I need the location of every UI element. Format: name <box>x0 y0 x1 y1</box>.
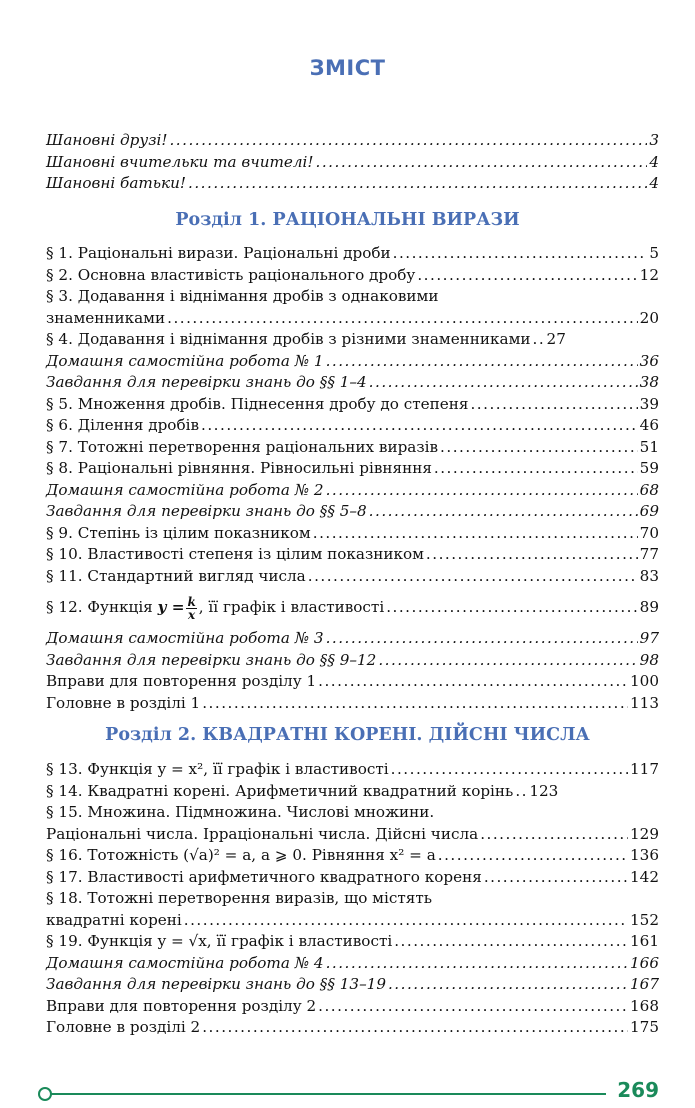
entry-page: 69 <box>639 502 659 520</box>
toc-entry[interactable] <box>46 931 659 953</box>
toc-entry[interactable] <box>46 243 659 265</box>
entry-page: 68 <box>639 480 659 499</box>
entry-page: 161 <box>630 932 659 950</box>
entry-page: 46 <box>639 416 659 434</box>
entry-title: § 8. Раціональні рівняння. Рівносильні рівняння <box>46 459 432 477</box>
entry-page: 97 <box>639 629 659 647</box>
toc-entry[interactable] <box>46 587 659 628</box>
entry-title: Шановні друзі! <box>46 131 168 149</box>
entry-page: 4 <box>649 174 659 192</box>
entry-page: 20 <box>639 308 659 327</box>
entry-page: 152 <box>630 910 659 929</box>
intro-list <box>46 130 659 195</box>
entry-title: квадратні корені <box>46 910 182 929</box>
entry-page: 70 <box>639 523 659 542</box>
section2-list <box>46 759 659 1039</box>
entry-page: 12 <box>639 265 659 284</box>
entry-title: § 7. Тотожні перетворення раціональних виразів <box>46 437 439 456</box>
toc-entry[interactable] <box>46 130 659 152</box>
toc-entry[interactable] <box>46 566 659 588</box>
entry-title: Домашня самостійна робота № 1 <box>46 351 324 370</box>
entry-page: 100 <box>630 672 659 690</box>
entry-title: § 11. Стандартний вигляд числа <box>46 566 306 585</box>
entry-page: 39 <box>639 394 659 413</box>
entry-title: Раціональні числа. Ірраціональні числа. Дійсні числа <box>46 824 479 843</box>
entry-page: 59 <box>639 459 659 477</box>
entry-page: 83 <box>639 566 659 585</box>
toc-entry[interactable] <box>46 845 659 867</box>
entry-title: § 5. Множення дробів. Піднесення дробу до степеня <box>46 394 469 413</box>
toc-entry[interactable] <box>46 351 659 373</box>
toc-entry[interactable] <box>46 265 659 287</box>
entry-title: § 14. Квадратні корені. Арифметичний квадратний корінь <box>46 781 514 800</box>
page-title: ЗМІСТ <box>309 56 386 80</box>
footer-circle-icon <box>38 1087 52 1101</box>
page-number: 269 <box>617 1078 659 1102</box>
entry-title: Завдання для перевірки знань до §§ 1–4 <box>46 373 367 391</box>
entry-title: § 13. Функція y = x², її графік і властивості <box>46 760 389 778</box>
toc-entry[interactable] <box>46 1017 659 1039</box>
entry-title: знаменниками <box>46 308 166 327</box>
fraction: $\frac{k}{x}$ <box>187 594 196 622</box>
entry-title: § 2. Основна властивість раціонального дробу <box>46 265 416 284</box>
entry-page: 142 <box>630 867 659 886</box>
toc-entry[interactable] <box>46 394 659 416</box>
toc-entry[interactable] <box>46 759 659 781</box>
toc-entry[interactable] <box>46 693 659 715</box>
entry-title: § 3. Додавання і віднімання дробів з однаковими <box>46 287 439 305</box>
entry-page: 51 <box>639 437 659 456</box>
entry-page: 4 <box>649 152 659 171</box>
entry-title: Шановні вчительки та вчителі! <box>46 152 314 171</box>
toc-entry[interactable] <box>46 650 659 672</box>
entry-title: § 18. Тотожні перетворення виразів, що містять <box>46 889 432 907</box>
section1-list <box>46 243 659 714</box>
entry-title: § 6. Ділення дробів <box>46 416 200 434</box>
entry-page: 77 <box>639 545 659 563</box>
entry-page: 168 <box>630 996 659 1015</box>
toc-entry[interactable] <box>46 523 659 545</box>
toc-entry[interactable] <box>46 953 659 975</box>
entry-page: 123 <box>529 781 559 800</box>
entry-page: 175 <box>630 1018 659 1036</box>
entry-page: 36 <box>639 351 659 370</box>
entry-page: 38 <box>639 373 659 391</box>
entry-title: § 17. Властивості арифметичного квадратного кореня <box>46 867 482 886</box>
entry-title: Вправи для повторення розділу 1 <box>46 672 317 690</box>
toc-entry[interactable] <box>46 974 659 996</box>
entry-title: Вправи для повторення розділу 2 <box>46 996 317 1015</box>
entry-title: § 19. Функція y = √x, її графік і властивості <box>46 932 393 950</box>
entry-page: 3 <box>649 131 659 149</box>
toc-entry[interactable] <box>46 544 659 566</box>
entry-title: Домашня самостійна робота № 3 <box>46 629 324 647</box>
entry-title: Домашня самостійна робота № 2 <box>46 480 324 499</box>
toc-entry[interactable] <box>46 308 659 330</box>
entry-title: Домашня самостійна робота № 4 <box>46 953 324 972</box>
entry-title: § 12. Функція y = $\frac{k}{x}$ , її графік і властивості <box>46 594 385 622</box>
entry-page: 5 <box>649 244 659 262</box>
entry-title: Завдання для перевірки знань до §§ 13–19 <box>46 975 386 993</box>
entry-title: Завдання для перевірки знань до §§ 9–12 <box>46 650 377 669</box>
entry-title: Головне в розділі 2 <box>46 1018 201 1036</box>
toc-entry[interactable] <box>46 372 659 394</box>
section-heading: Розділ 1. РАЦІОНАЛЬНІ ВИРАЗИ <box>175 210 520 230</box>
toc-entry[interactable] <box>46 458 659 480</box>
toc-entry[interactable] <box>46 173 659 195</box>
entry-title: § 4. Додавання і віднімання дробів з різними знаменниками <box>46 330 531 348</box>
toc-entry[interactable] <box>46 501 659 523</box>
toc-entry[interactable] <box>46 152 659 174</box>
toc-entry[interactable] <box>46 628 659 650</box>
toc-entry[interactable] <box>46 996 659 1018</box>
entry-title: Шановні батьки! <box>46 174 187 192</box>
toc-entry[interactable] <box>46 437 659 459</box>
entry-title: § 10. Властивості степеня із цілим показником <box>46 545 424 563</box>
entry-page: 166 <box>630 953 659 972</box>
entry-title: Головне в розділі 1 <box>46 693 201 712</box>
entry-title: Завдання для перевірки знань до §§ 5–8 <box>46 502 367 520</box>
toc-entry[interactable] <box>46 671 659 693</box>
entry-page: 167 <box>630 975 659 993</box>
toc-entry[interactable] <box>46 888 659 910</box>
entry-page: 113 <box>630 693 659 712</box>
entry-title: § 1. Раціональні вирази. Раціональні дроби <box>46 244 391 262</box>
entry-title: § 16. Тотожність (√a)² = a, a ⩾ 0. Рівняння x² = a <box>46 846 436 864</box>
toc-entry[interactable] <box>46 781 659 803</box>
entry-page: 117 <box>630 760 659 778</box>
footer-rule <box>46 1093 606 1095</box>
toc-entry[interactable] <box>46 329 659 351</box>
entry-page: 98 <box>639 650 659 669</box>
toc-entry[interactable] <box>46 415 659 437</box>
entry-page: 129 <box>630 824 659 843</box>
entry-title: § 15. Множина. Підмножина. Числові множини. <box>46 803 435 821</box>
section-heading: Розділ 2. КВАДРАТНІ КОРЕНІ. ДІЙСНІ ЧИСЛА <box>105 725 590 745</box>
entry-page: 136 <box>630 846 659 864</box>
entry-title: § 9. Степінь із цілим показником <box>46 523 311 542</box>
toc-entry[interactable] <box>46 867 659 889</box>
toc-entry[interactable] <box>46 824 659 846</box>
toc-entry[interactable] <box>46 286 659 308</box>
toc-entry[interactable] <box>46 802 659 824</box>
toc-entry[interactable] <box>46 910 659 932</box>
toc-entry[interactable] <box>46 480 659 502</box>
entry-page: 27 <box>546 330 566 348</box>
entry-page: 89 <box>639 598 659 616</box>
